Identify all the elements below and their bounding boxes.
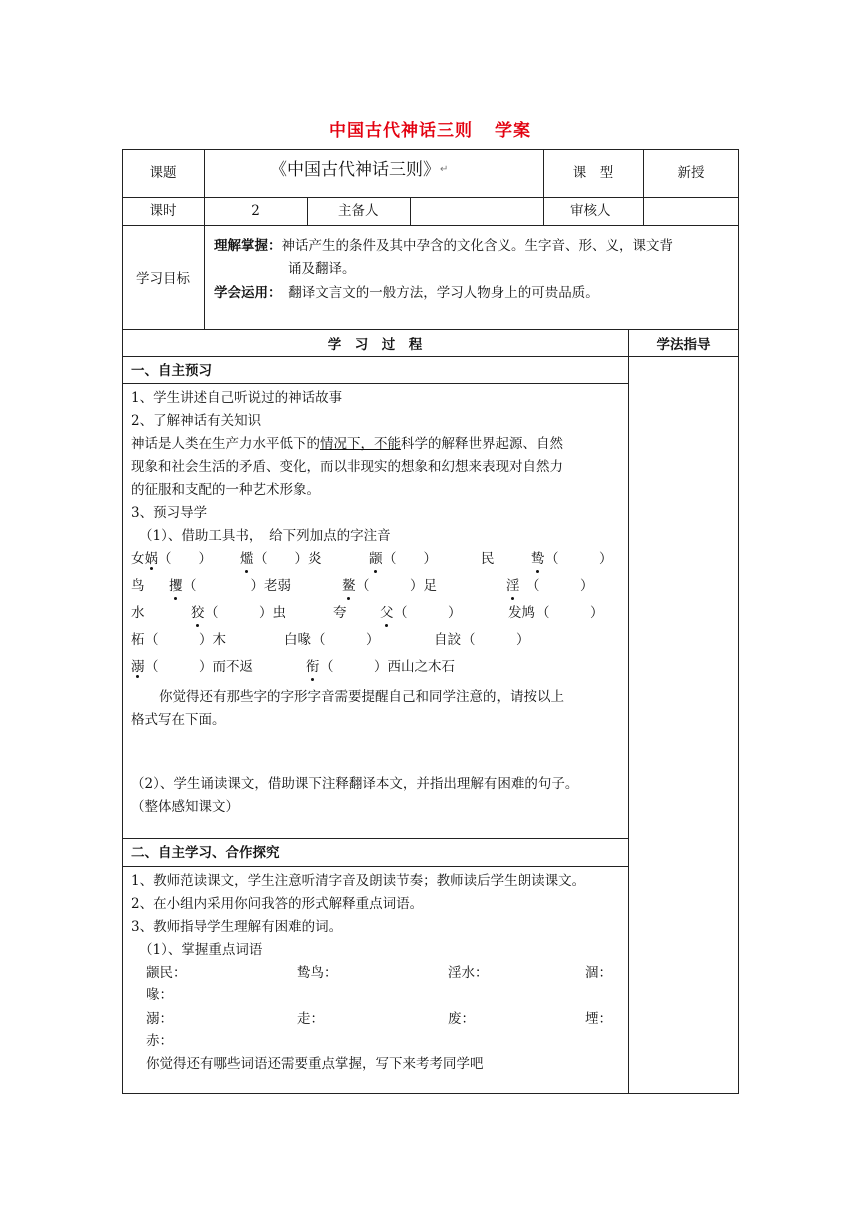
vocab-dotted-char: 淫 <box>506 575 520 597</box>
vocab-char: 水 <box>131 605 145 621</box>
vocab-blank: （ ） <box>526 578 594 594</box>
s1-p3-underlined: 情况下，不能 <box>320 436 401 452</box>
col-line <box>643 149 644 225</box>
col-line <box>204 149 205 329</box>
row-line <box>122 197 739 198</box>
word-item: 废： <box>448 1011 475 1027</box>
word-item: 堙： <box>585 1011 612 1027</box>
objective-2-head: 学会运用： <box>214 285 275 301</box>
vocab-char: 柘 <box>131 632 145 648</box>
objective-1-text: 神话产生的条件及其中孕含的文化含义。生字音、形、义，课文背 <box>281 238 673 254</box>
col-line <box>410 197 411 225</box>
vocab-dotted-char: 溺 <box>131 659 145 675</box>
vocab-blank: （ ） <box>462 632 530 648</box>
vocab-blank: （ ）足 <box>356 578 437 594</box>
document-title <box>0 116 860 141</box>
s1-p3-a: 神话是人类在生产力水平低下的 <box>131 436 320 452</box>
process-header: 学 习 过 程 <box>327 337 423 353</box>
reviewer-label: 审核人 <box>570 203 611 219</box>
vocab-blank: （ ）老弱 <box>183 578 291 594</box>
vocab-dotted-char: 攫 <box>169 575 183 597</box>
s1-p10: （2）、学生诵读课文，借助课下注释翻译本文，并指出理解有困难的句子。 <box>131 776 579 792</box>
s2-p2: 2、在小组内采用你问我答的形式解释重点词语。 <box>131 896 424 912</box>
vocab-row-1 <box>131 548 621 570</box>
s1-p2: 2、了解神话有关知识 <box>131 413 262 429</box>
s1-p3 <box>131 433 563 455</box>
vocab-blank: （ ） <box>545 551 613 567</box>
vocab-dotted-char: 鳌 <box>342 575 356 597</box>
hours-label: 课时 <box>149 203 177 219</box>
vocab-blank: （ ）虫 <box>205 605 286 621</box>
word-item: 溺： <box>146 1011 173 1027</box>
topic-label: 课题 <box>149 165 177 181</box>
vocab-dotted-char: 颛 <box>369 548 383 570</box>
s1-p1: 1、学生讲述自己听说过的神话故事 <box>131 390 343 406</box>
vocab-blank: （ ） <box>394 605 462 621</box>
section-2-heading: 二、自主学习、合作探究 <box>131 845 280 861</box>
vocab-dotted-char: 爁 <box>240 548 254 570</box>
vocab-char: 鸟 <box>131 578 145 594</box>
word-item: 涸： <box>585 965 612 981</box>
topic-value <box>270 159 448 181</box>
method-header: 学法指导 <box>656 337 711 353</box>
title-suffix: 学案 <box>495 121 531 141</box>
vocab-blank: （ ）而不返 <box>145 659 253 675</box>
vocab-blank: （ ）木 <box>145 632 226 648</box>
row-line <box>122 383 628 384</box>
vocab-row-4 <box>131 629 621 651</box>
vocab-char: 白喙 <box>284 632 311 648</box>
objective-line-2 <box>214 282 599 304</box>
col-line <box>543 149 544 225</box>
vocab-char: 民 <box>481 551 495 567</box>
col-line <box>628 329 629 1094</box>
s1-p6: 3、预习导学 <box>131 505 208 521</box>
word-item: 喙： <box>146 987 173 1003</box>
objectives-label: 学习目标 <box>136 271 190 287</box>
vocab-dotted-char: 娲 <box>144 551 158 567</box>
objective-2-text: 翻译文言文的一般方法，学习人物身上的可贵品质。 <box>288 285 599 301</box>
hours-value: 2 <box>251 203 260 219</box>
s2-p5: 你觉得还有哪些词语还需要重点掌握，写下来考考同学吧 <box>146 1056 484 1072</box>
objective-1-head: 理解掌握： <box>214 238 282 254</box>
section-1-heading: 一、自主预习 <box>131 363 212 379</box>
word-item: 鸷鸟： <box>297 965 338 981</box>
word-item: 颛民： <box>146 965 187 981</box>
word-item: 淫水： <box>448 965 489 981</box>
s1-p7: （1）、借助工具书， 给下列加点的字注音 <box>139 528 391 544</box>
vocab-char: 自詨 <box>434 632 461 648</box>
objective-line-1 <box>214 235 673 257</box>
row-line <box>122 356 739 357</box>
vocab-dotted-char: 鸷 <box>531 548 545 570</box>
vocab-blank: （ ） <box>312 632 380 648</box>
s1-p11: （整体感知课文） <box>131 799 239 815</box>
row-line <box>122 225 739 226</box>
vocab-char: 发鸠 <box>508 605 535 621</box>
vocab-row-3 <box>131 602 621 624</box>
row-line <box>122 329 739 330</box>
col-line <box>307 197 308 225</box>
s2-p4: （1）、掌握重点词语 <box>139 942 263 958</box>
word-item: 走： <box>297 1011 324 1027</box>
vocab-blank: （ ） <box>158 551 212 567</box>
vocab-blank: （ ）炎 <box>254 551 322 567</box>
vocab-char: 女 <box>131 551 145 567</box>
type-value: 新授 <box>677 165 705 181</box>
s1-p8: 你觉得还有那些字的字形字音需要提醒自己和同学注意的，请按以上 <box>159 689 564 705</box>
vocab-dotted-char: 父 <box>380 602 394 624</box>
return-mark-icon: ↵ <box>440 164 449 175</box>
objective-line-1-cont: 诵及翻译。 <box>288 261 356 277</box>
row-line <box>122 838 628 839</box>
vocab-blank: （ ） <box>536 605 604 621</box>
vocab-dotted-char: 衔 <box>306 656 320 678</box>
vocab-row-2 <box>131 575 621 597</box>
title-main: 中国古代神话三则 <box>329 121 473 141</box>
s1-p9: 格式写在下面。 <box>131 712 226 728</box>
s2-p3: 3、教师指导学生理解有困难的词。 <box>131 919 343 935</box>
vocab-char: 夸 <box>333 605 347 621</box>
row-line <box>122 866 628 867</box>
s1-p5: 的征服和支配的一种艺术形象。 <box>131 482 320 498</box>
s1-p3-b: 科学的解释世界起源、自然 <box>401 436 563 452</box>
vocab-dotted-char: 狡 <box>191 602 205 624</box>
word-item: 赤： <box>146 1033 173 1049</box>
preparer-label: 主备人 <box>338 203 379 219</box>
vocab-row-5 <box>131 656 621 678</box>
type-label: 课 型 <box>572 165 614 181</box>
vocab-blank: （ ） <box>383 551 437 567</box>
vocab-blank: （ ）西山之木石 <box>320 659 455 675</box>
topic-value-text: 《中国古代神话三则》 <box>270 160 440 180</box>
s1-p4: 现象和社会生活的矛盾、变化，而以非现实的想象和幻想来表现对自然力 <box>131 459 563 475</box>
s2-p1: 1、教师范读课文，学生注意听清字音及朗读节奏；教师读后学生朗读课文。 <box>131 873 586 889</box>
